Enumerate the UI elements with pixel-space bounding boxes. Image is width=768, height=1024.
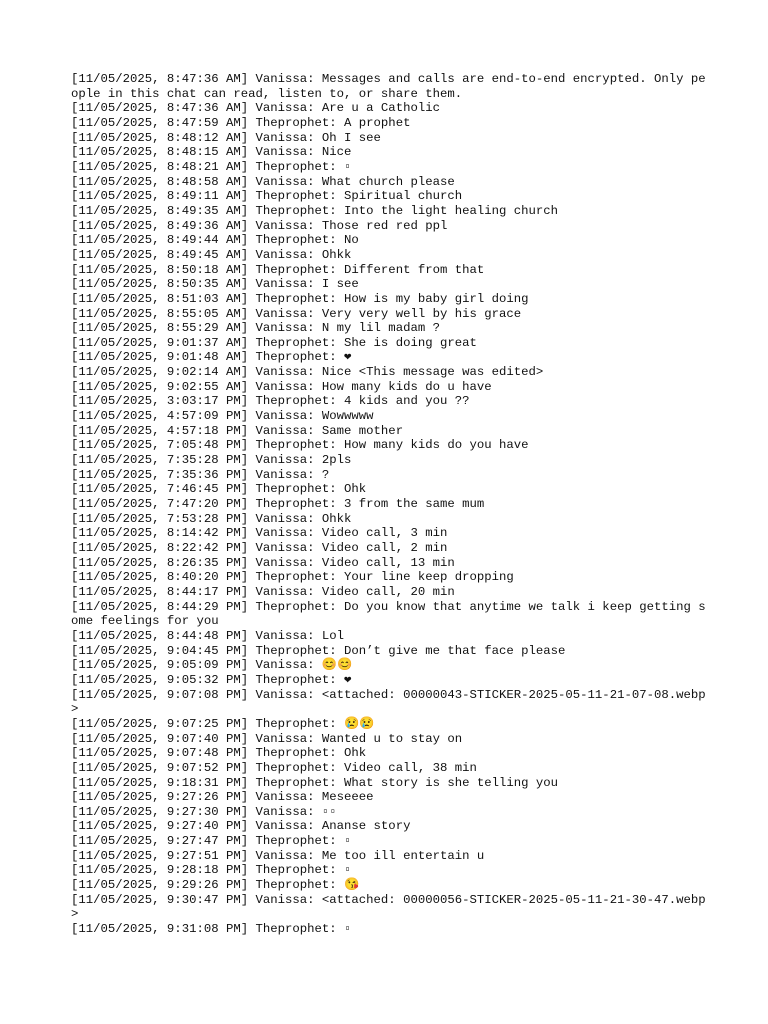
chat-message-line: [11/05/2025, 9:01:48 AM] Theprophet: ❤: [71, 350, 352, 365]
chat-message-line: [11/05/2025, 8:47:59 AM] Theprophet: A prophet: [71, 115, 411, 130]
chat-message-line: [11/05/2025, 8:49:35 AM] Theprophet: Into the light healing church: [71, 203, 559, 218]
chat-message-line: [11/05/2025, 9:02:55 AM] Vanissa: How many kids do u have: [71, 379, 492, 394]
chat-message-line: [11/05/2025, 9:27:47 PM] Theprophet: ▫: [71, 834, 352, 849]
chat-message-line: [11/05/2025, 9:18:31 PM] Theprophet: What story is she telling you: [71, 775, 559, 790]
chat-message-line: [11/05/2025, 9:27:30 PM] Vanissa: ▫▫: [71, 804, 337, 819]
chat-message-line: [11/05/2025, 9:27:26 PM] Vanissa: Meseeee: [71, 790, 374, 805]
chat-log: [71, 72, 708, 937]
chat-message-line: [11/05/2025, 8:49:36 AM] Vanissa: Those red red ppl: [71, 218, 448, 233]
chat-message-line: [11/05/2025, 8:49:45 AM] Vanissa: Ohkk: [71, 247, 352, 262]
chat-message-line: [11/05/2025, 9:07:40 PM] Vanissa: Wanted u to stay on: [71, 731, 463, 746]
chat-message-line: [11/05/2025, 9:01:37 AM] Theprophet: She is doing great: [71, 335, 477, 350]
chat-message-line: [11/05/2025, 9:27:40 PM] Vanissa: Ananse story: [71, 819, 411, 834]
chat-message-line: [11/05/2025, 9:07:08 PM] Vanissa: <attached: 00000043-STICKER-2025-05-11-21-07-08.webp>: [71, 687, 706, 717]
chat-message-line: [11/05/2025, 9:07:52 PM] Theprophet: Video call, 38 min: [71, 760, 477, 775]
chat-message-line: [11/05/2025, 9:30:47 PM] Vanissa: <attached: 00000056-STICKER-2025-05-11-21-30-47.webp>: [71, 892, 706, 922]
chat-message-line: [11/05/2025, 9:07:48 PM] Theprophet: Ohk: [71, 746, 367, 761]
chat-message-line: [11/05/2025, 9:28:18 PM] Theprophet: ▫: [71, 863, 352, 878]
chat-message-line: [11/05/2025, 7:05:48 PM] Theprophet: How many kids do you have: [71, 438, 529, 453]
chat-message-line: [11/05/2025, 9:27:51 PM] Vanissa: Me too ill entertain u: [71, 848, 485, 863]
chat-message-line: [11/05/2025, 8:26:35 PM] Vanissa: Video call, 13 min: [71, 555, 455, 570]
chat-message-line: [11/05/2025, 8:47:36 AM] Vanissa: Messages and calls are end-to-end encrypted. Only people in this chat can read, listen to, or share them.: [71, 72, 706, 101]
chat-message-line: [11/05/2025, 8:55:29 AM] Vanissa: N my lil madam ?: [71, 321, 440, 336]
chat-message-line: [11/05/2025, 9:05:09 PM] Vanissa: 😊😊: [71, 658, 353, 673]
chat-message-line: [11/05/2025, 7:46:45 PM] Theprophet: Ohk: [71, 482, 367, 497]
chat-message-line: [11/05/2025, 7:35:28 PM] Vanissa: 2pls: [71, 453, 352, 468]
chat-message-line: [11/05/2025, 8:48:21 AM] Theprophet: ▫: [71, 159, 352, 174]
chat-message-line: [11/05/2025, 9:07:25 PM] Theprophet: 😢😢: [71, 716, 375, 731]
chat-message-line: [11/05/2025, 8:47:36 AM] Vanissa: Are u a Catholic: [71, 101, 440, 116]
chat-message-line: [11/05/2025, 7:47:20 PM] Theprophet: 3 from the same mum: [71, 497, 485, 512]
chat-message-line: [11/05/2025, 8:49:11 AM] Theprophet: Spiritual church: [71, 189, 463, 204]
chat-message-line: [11/05/2025, 7:35:36 PM] Vanissa: ?: [71, 467, 330, 482]
chat-message-line: [11/05/2025, 8:51:03 AM] Theprophet: How is my baby girl doing: [71, 291, 529, 306]
chat-message-line: [11/05/2025, 8:44:48 PM] Vanissa: Lol: [71, 628, 345, 643]
chat-message-line: [11/05/2025, 8:48:15 AM] Vanissa: Nice: [71, 145, 352, 160]
chat-message-line: [11/05/2025, 8:48:58 AM] Vanissa: What church please: [71, 174, 455, 189]
chat-message-line: [11/05/2025, 9:02:14 AM] Vanissa: Nice <This message was edited>: [71, 365, 544, 380]
chat-message-line: [11/05/2025, 9:05:32 PM] Theprophet: ❤: [71, 672, 352, 687]
chat-message-line: [11/05/2025, 7:53:28 PM] Vanissa: Ohkk: [71, 511, 352, 526]
chat-message-line: [11/05/2025, 8:44:29 PM] Theprophet: Do you know that anytime we talk i keep getting some feelings for you: [71, 599, 706, 629]
chat-message-line: [11/05/2025, 8:50:35 AM] Vanissa: I see: [71, 277, 359, 292]
chat-message-line: [11/05/2025, 8:44:17 PM] Vanissa: Video call, 20 min: [71, 584, 455, 599]
chat-message-line: [11/05/2025, 8:50:18 AM] Theprophet: Different from that: [71, 262, 485, 277]
chat-message-line: [11/05/2025, 8:49:44 AM] Theprophet: No: [71, 233, 359, 248]
chat-message-line: [11/05/2025, 4:57:09 PM] Vanissa: Wowwwww: [71, 409, 374, 424]
chat-message-line: [11/05/2025, 8:22:42 PM] Vanissa: Video call, 2 min: [71, 541, 448, 555]
chat-message-line: [11/05/2025, 9:31:08 PM] Theprophet: ▫: [71, 922, 352, 937]
chat-message-line: [11/05/2025, 4:57:18 PM] Vanissa: Same mother: [71, 423, 404, 438]
chat-message-line: [11/05/2025, 3:03:17 PM] Theprophet: 4 kids and you ??: [71, 394, 470, 409]
chat-message-line: [11/05/2025, 9:04:45 PM] Theprophet: Don’t give me that face please: [71, 643, 566, 658]
chat-message-line: [11/05/2025, 9:29:26 PM] Theprophet: 😘: [71, 878, 360, 893]
chat-message-line: [11/05/2025, 8:14:42 PM] Vanissa: Video call, 3 min: [71, 526, 448, 541]
chat-message-line: [11/05/2025, 8:48:12 AM] Vanissa: Oh I see: [71, 130, 381, 145]
chat-message-line: [11/05/2025, 8:55:05 AM] Vanissa: Very very well by his grace: [71, 306, 522, 321]
chat-message-line: [11/05/2025, 8:40:20 PM] Theprophet: Your line keep dropping: [71, 570, 514, 585]
